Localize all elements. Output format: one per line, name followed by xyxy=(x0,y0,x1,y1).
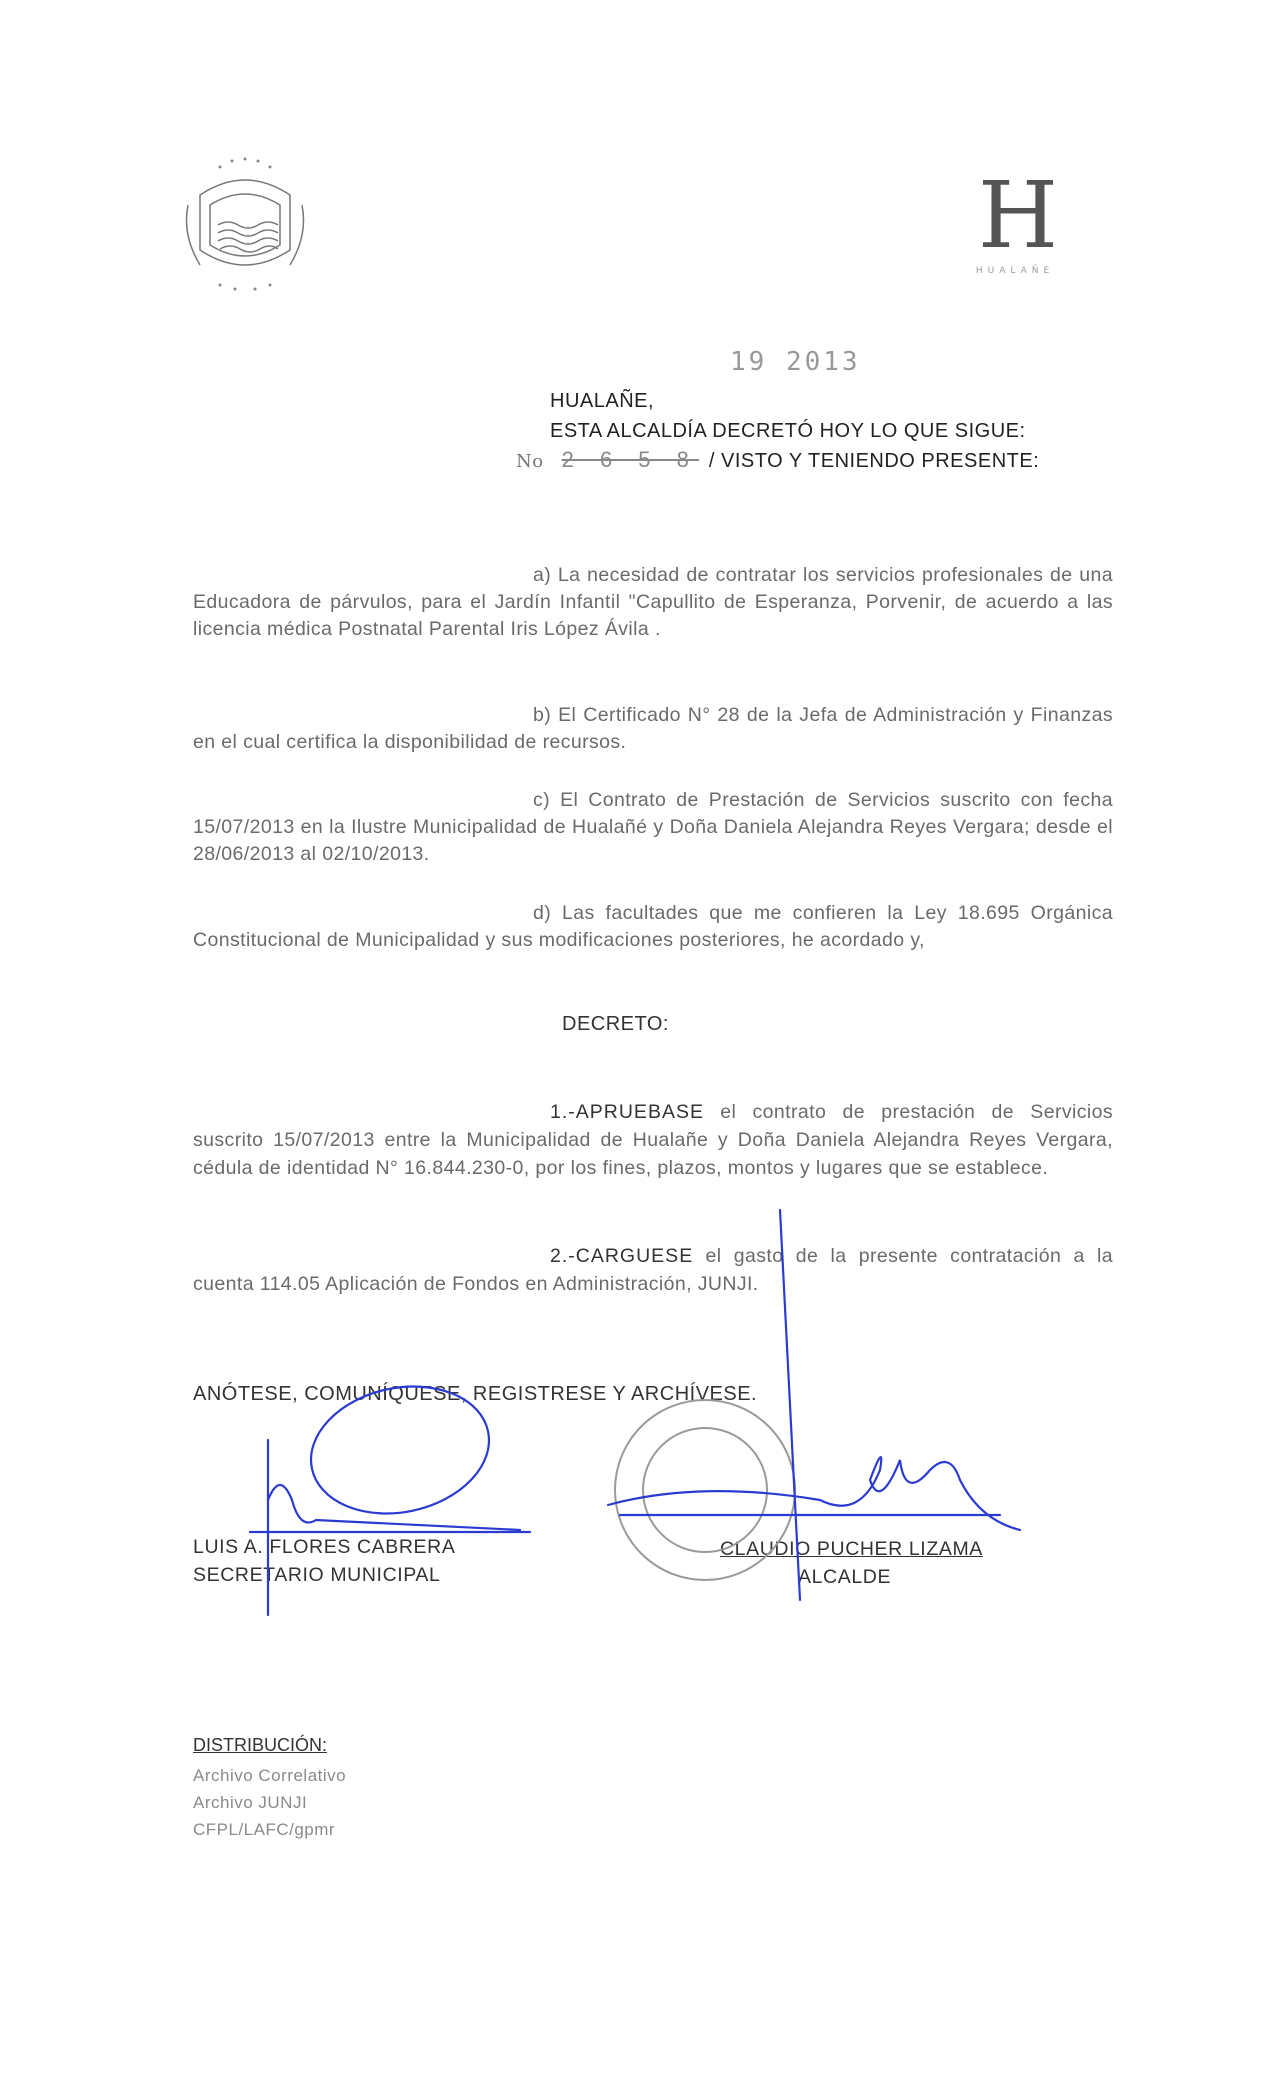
brand-letter: H xyxy=(977,162,1053,269)
decree-intro-line: ESTA ALCALDÍA DECRETÓ HOY LO QUE SIGUE: xyxy=(550,420,1026,442)
considerando-c: c) El Contrato de Prestación de Servicios suscrito con fecha 15/07/2013 en la Ilustre Municipalidad de Hualañé y Doña Daniela Alejandra Reyes Vergara; desde el 28/06/2013 al 02/10/2013. xyxy=(193,789,1113,865)
brand-subtitle: HUALAÑE xyxy=(975,266,1055,276)
visto-line: / VISTO Y TENIENDO PRESENTE: xyxy=(708,450,1040,472)
mayor-title: ALCALDE xyxy=(798,1566,892,1588)
date-stamp: 19 2013 xyxy=(730,347,861,377)
considerando-b: b) El Certificado N° 28 de la Jefa de Administración y Finanzas en el cual certifica la disponibilidad de recursos. xyxy=(193,704,1113,753)
decree-number-line xyxy=(516,447,1039,473)
mayor-name: CLAUDIO PUCHER LIZAMA xyxy=(720,1538,983,1560)
considerando-d: d) Las facultades que me confieren la Ley 18.695 Orgánica Constitucional de Municipalidad y sus modificaciones posteriores, he acordado y, xyxy=(193,902,1113,951)
city-line: HUALAÑE, xyxy=(550,390,655,412)
closing-formula: ANÓTESE, COMUNÍQUESE, REGISTRESE Y ARCHÍVESE. xyxy=(193,1383,758,1405)
considerando-a: a) La necesidad de contratar los servicios profesionales de una Educadora de párvulos, para el Jardín Infantil "Capullito de Esperanza, Porvenir, de acuerdo a las licencia médica Postnatal Parental Iris López Ávila . xyxy=(193,564,1113,640)
resolutivo-1-text: el contrato de prestación de Servicios suscrito 15/07/2013 entre la Municipalidad de Hualañe y Doña Daniela Alejandra Reyes Vergara, cédula de identidad N° 16.844.230-0, por los fines, plazos, montos y lugares que se establece. xyxy=(193,1101,1113,1179)
resolutivo-2 xyxy=(193,1242,1113,1298)
resolutivo-2-lead: 2.-CARGUESE xyxy=(550,1245,694,1267)
hualane-brand-logo xyxy=(950,162,1080,280)
resolutivo-2-text: el gasto de la presente contratación a la cuenta 114.05 Aplicación de Fondos en Administración, JUNJI. xyxy=(193,1245,1113,1295)
secretary-title: SECRETARIO MUNICIPAL xyxy=(193,1564,441,1586)
distribution-item: Archivo JUNJI xyxy=(193,1793,308,1812)
number-label: No xyxy=(516,451,544,472)
distribution-list xyxy=(193,1762,346,1843)
decreto-title: DECRETO: xyxy=(562,1013,669,1035)
distribution-item: Archivo Correlativo xyxy=(193,1766,347,1785)
resolutivo-1 xyxy=(193,1098,1113,1182)
decree-number: 2 6 5 8 xyxy=(561,447,699,472)
secretary-name: LUIS A. FLORES CABRERA xyxy=(193,1536,456,1558)
municipal-seal-logo xyxy=(180,145,310,305)
resolutivo-1-lead: 1.-APRUEBASE xyxy=(550,1101,704,1123)
secretary-signature-block xyxy=(193,1533,455,1589)
distribution-item: CFPL/LAFC/gpmr xyxy=(193,1820,336,1839)
distribution-title: DISTRIBUCIÓN: xyxy=(193,1735,328,1755)
